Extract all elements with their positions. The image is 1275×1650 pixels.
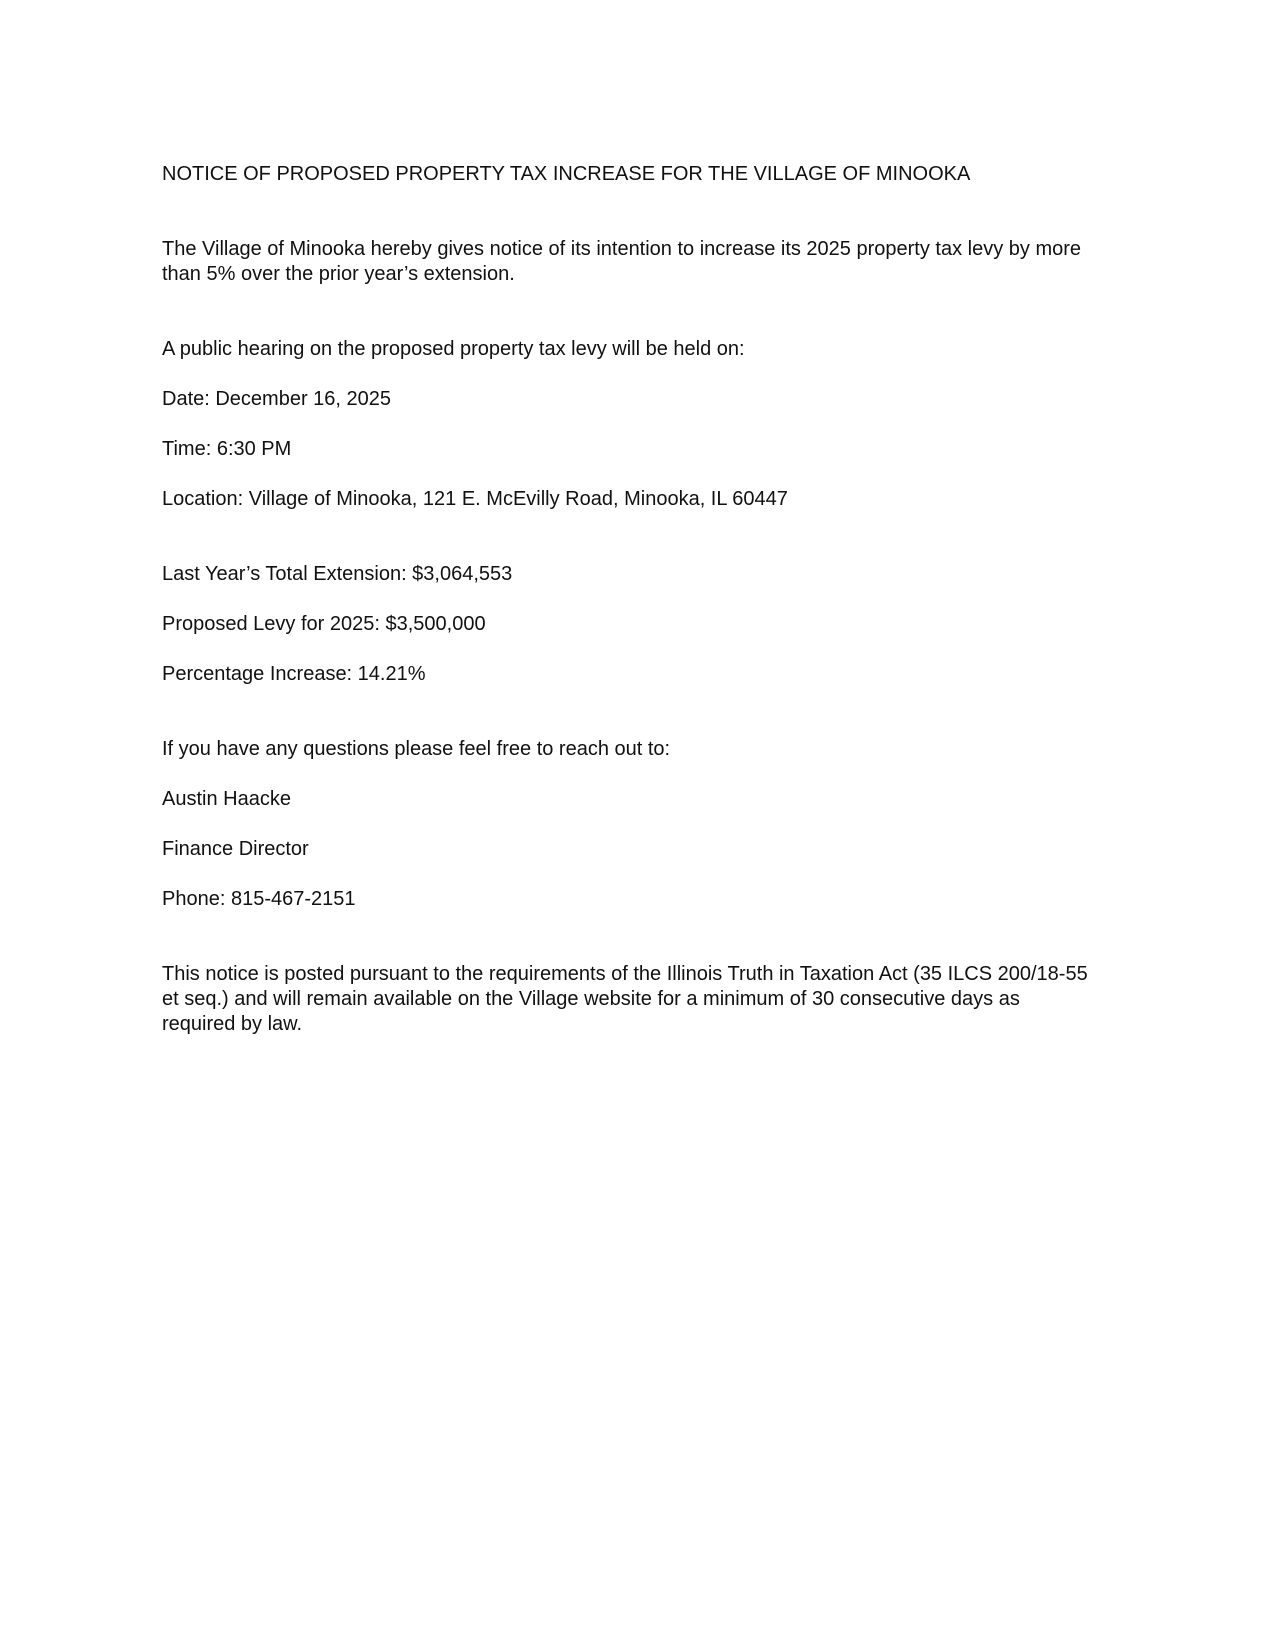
contact-name: Austin Haacke — [162, 788, 291, 810]
last-year-extension: Last Year’s Total Extension: $3,064,553 — [162, 563, 513, 585]
contact-intro: If you have any questions please feel free to reach out to: — [162, 738, 671, 760]
hearing-date: Date: December 16, 2025 — [162, 388, 392, 410]
legal-footer-paragraph: This notice is posted pursuant to the requirements of the Illinois Truth in Taxation Act (35 ILCS 200/18-55 et seq.) and will remain available on the Village website for a minimum of 30 consecutive days as required by law. — [162, 963, 1088, 1035]
contact-phone: Phone: 815-467-2151 — [162, 888, 356, 910]
hearing-location: Location: Village of Minooka, 121 E. McEvilly Road, Minooka, IL 60447 — [162, 488, 788, 510]
percentage-increase: Percentage Increase: 14.21% — [162, 663, 426, 685]
hearing-intro: A public hearing on the proposed property tax levy will be held on: — [162, 338, 745, 360]
notice-intro-paragraph: The Village of Minooka hereby gives notice of its intention to increase its 2025 property tax levy by more than 5% over the prior year’s extension. — [162, 238, 1082, 285]
notice-title: NOTICE OF PROPOSED PROPERTY TAX INCREASE FOR THE VILLAGE OF MINOOKA — [162, 163, 971, 185]
contact-title: Finance Director — [162, 838, 309, 860]
proposed-levy: Proposed Levy for 2025: $3,500,000 — [162, 613, 486, 635]
hearing-time: Time: 6:30 PM — [162, 438, 292, 460]
